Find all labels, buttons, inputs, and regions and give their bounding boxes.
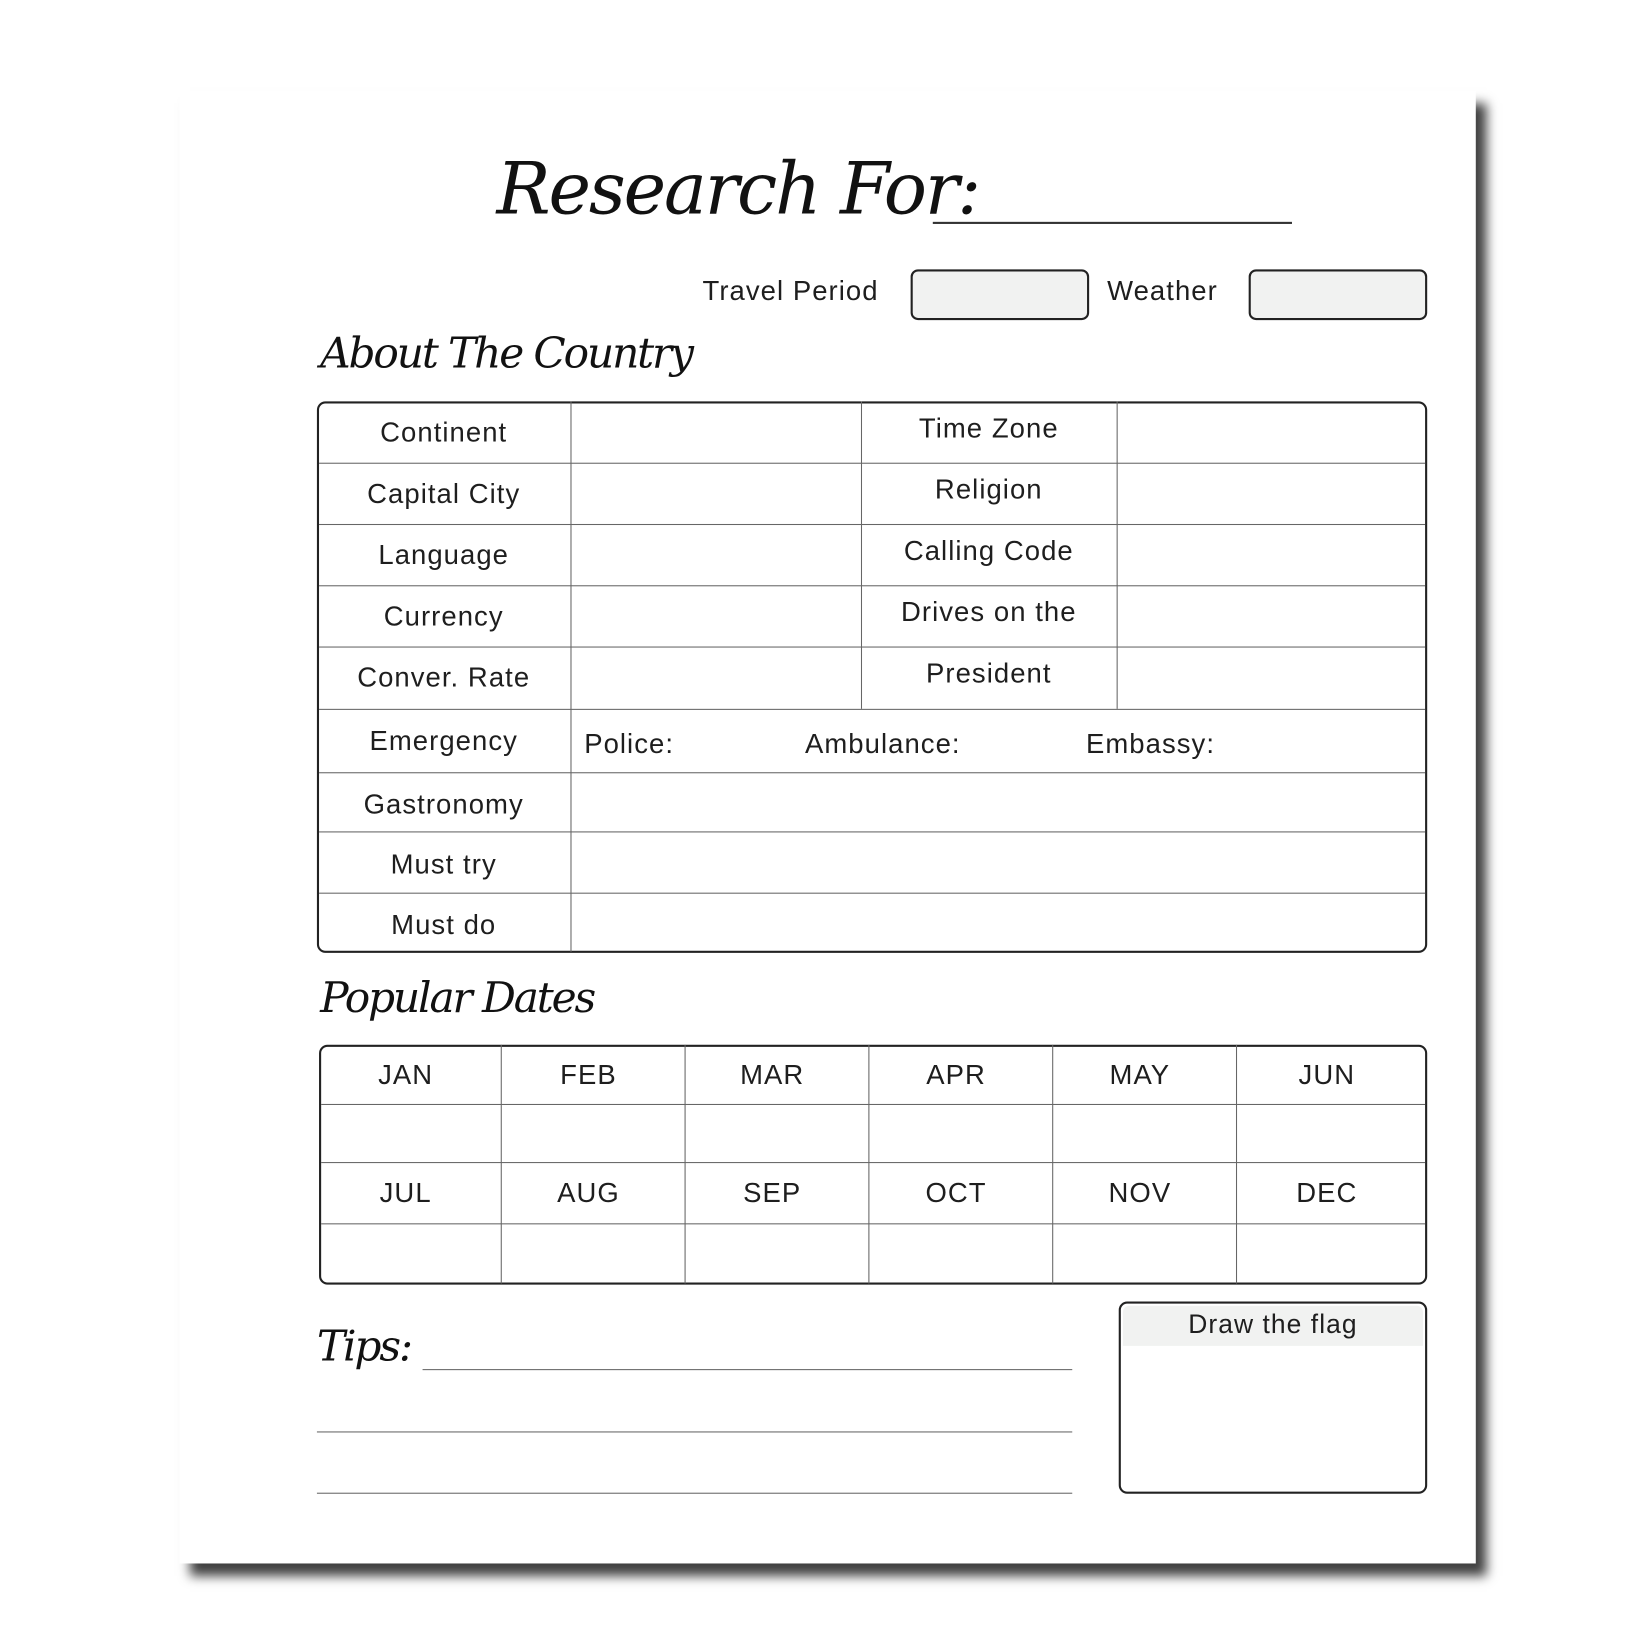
about-heading: About The Country xyxy=(320,329,692,379)
about-label: Calling Code xyxy=(903,534,1074,566)
tips-line[interactable] xyxy=(423,1369,1073,1370)
about-value-field[interactable] xyxy=(572,586,860,645)
weather-label: Weather xyxy=(1107,274,1218,307)
month-field[interactable] xyxy=(686,1105,868,1161)
month-label: NOV xyxy=(1108,1176,1172,1208)
tips-line[interactable] xyxy=(317,1493,1072,1494)
about-value-field[interactable] xyxy=(1118,525,1424,584)
travel-period-field[interactable] xyxy=(911,269,1090,320)
month-label: FEB xyxy=(560,1057,617,1090)
month-label: JUL xyxy=(379,1176,432,1208)
flag-label: Draw the flag xyxy=(1123,1306,1423,1346)
emergency-label: Emergency xyxy=(369,724,518,756)
month-field[interactable] xyxy=(869,1105,1051,1161)
about-label: Gastronomy xyxy=(363,787,524,820)
about-value-field[interactable] xyxy=(572,402,860,461)
month-label: AUG xyxy=(557,1176,620,1208)
page-title: Research For: xyxy=(496,147,980,232)
month-label: SEP xyxy=(743,1176,802,1208)
about-label: President xyxy=(926,657,1052,689)
about-value-field[interactable] xyxy=(1118,464,1424,523)
about-label: Must try xyxy=(390,847,497,880)
month-label: MAY xyxy=(1109,1057,1171,1090)
month-field[interactable] xyxy=(1053,1105,1235,1161)
embassy-label: Embassy: xyxy=(1085,727,1216,760)
tips-line[interactable] xyxy=(317,1431,1072,1432)
month-label: MAR xyxy=(740,1057,805,1090)
month-label: APR xyxy=(926,1057,986,1090)
month-field[interactable] xyxy=(869,1224,1051,1282)
ambulance-label: Ambulance: xyxy=(804,727,961,760)
about-label: Religion xyxy=(934,472,1043,505)
month-label: JAN xyxy=(378,1057,434,1090)
about-label: Drives on the xyxy=(901,595,1077,627)
month-label: DEC xyxy=(1296,1176,1358,1208)
popular-dates-heading: Popular Dates xyxy=(320,974,595,1023)
month-label: JUN xyxy=(1298,1057,1356,1090)
about-label: Must do xyxy=(391,907,497,940)
weather-field[interactable] xyxy=(1249,269,1428,320)
flag-box[interactable] xyxy=(1119,1301,1427,1493)
about-value-field[interactable] xyxy=(572,894,1425,951)
month-field[interactable] xyxy=(1237,1224,1425,1282)
month-label: OCT xyxy=(925,1176,987,1208)
about-label: Time Zone xyxy=(918,411,1059,444)
about-value-field[interactable] xyxy=(572,464,860,523)
about-value-field[interactable] xyxy=(572,648,860,708)
about-label: Continent xyxy=(380,415,508,448)
tips-heading: Tips: xyxy=(316,1322,412,1372)
about-label: Language xyxy=(378,538,510,570)
about-value-field[interactable] xyxy=(572,832,1425,891)
about-value-field[interactable] xyxy=(1118,648,1424,708)
month-field[interactable] xyxy=(320,1224,500,1282)
about-label: Capital City xyxy=(367,476,521,509)
month-field[interactable] xyxy=(502,1224,684,1282)
month-field[interactable] xyxy=(686,1224,868,1282)
month-field[interactable] xyxy=(320,1105,500,1161)
about-value-field[interactable] xyxy=(1118,402,1424,461)
research-for-line[interactable] xyxy=(933,222,1292,224)
month-field[interactable] xyxy=(502,1105,684,1161)
travel-period-label: Travel Period xyxy=(702,274,879,307)
about-label: Conver. Rate xyxy=(357,661,531,693)
about-value-field[interactable] xyxy=(572,773,1425,830)
police-label: Police: xyxy=(584,727,675,760)
month-field[interactable] xyxy=(1053,1224,1235,1282)
month-field[interactable] xyxy=(1237,1105,1425,1161)
about-value-field[interactable] xyxy=(1118,586,1424,645)
about-value-field[interactable] xyxy=(572,525,860,584)
about-label: Currency xyxy=(383,599,504,632)
